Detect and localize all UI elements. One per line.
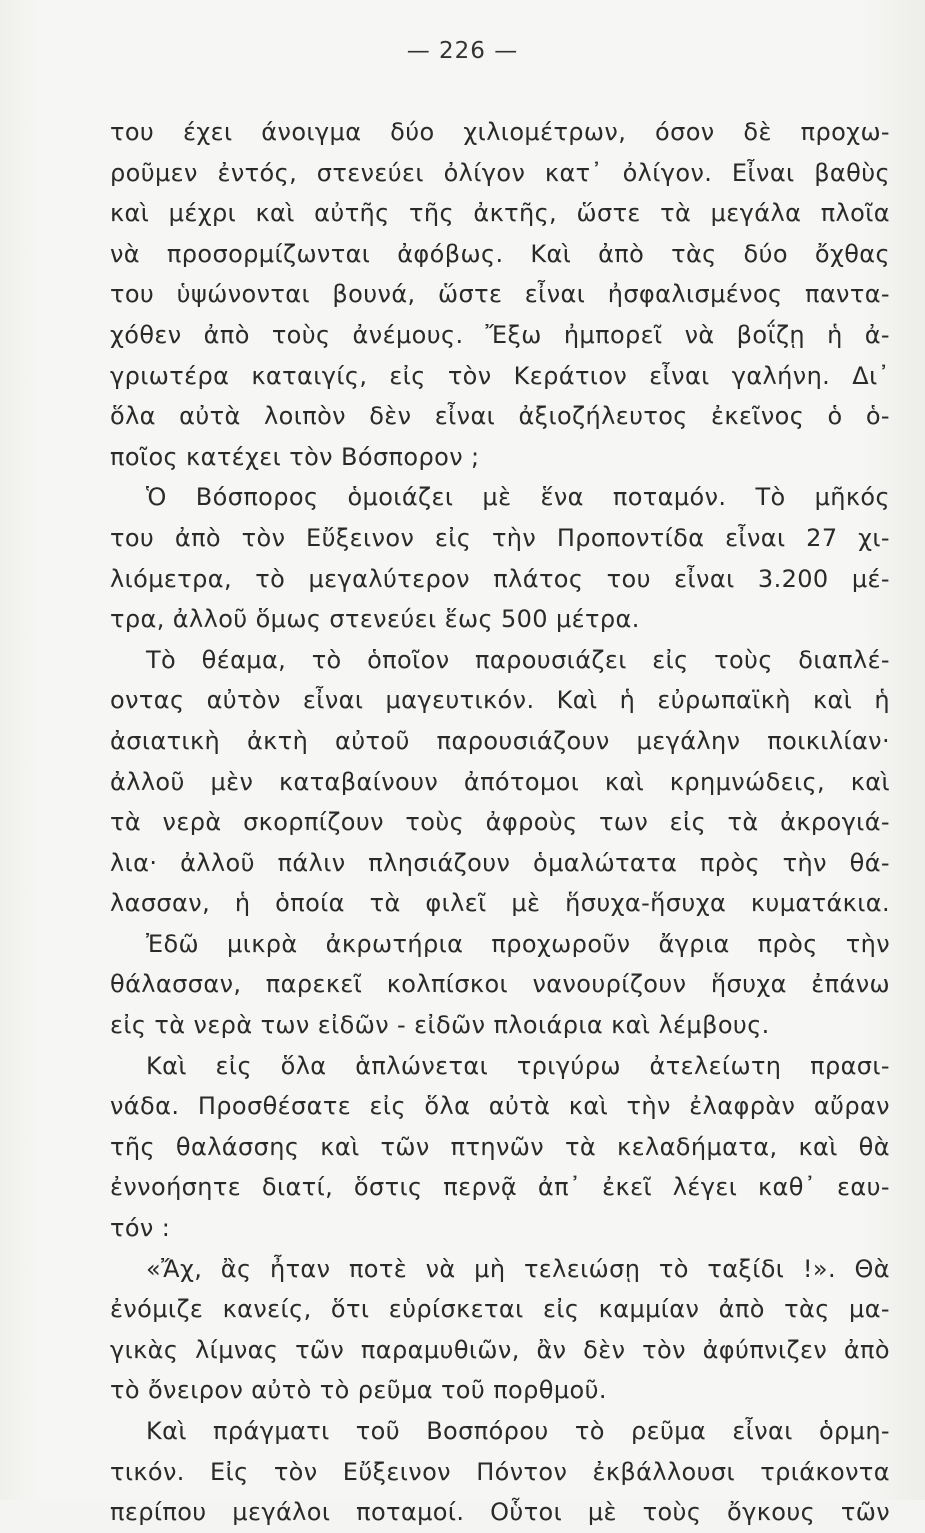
text-line: τὰ νερὰ σκορπίζουν τοὺς ἀφροὺς των εἰς τὰ ἀκρογιά- xyxy=(110,808,890,837)
text-line: θάλασσαν, παρεκεῖ κολπίσκοι νανουρίζουν ἥσυχα ἐπάνω xyxy=(110,970,890,999)
text-line: τρα, ἀλλοῦ ὅμως στενεύει ἕως 500 μέτρα. xyxy=(110,605,640,634)
text-line: νάδα. Προσθέσατε εἰς ὅλα αὐτὰ καὶ τὴν ἐλαφρὰν αὔραν xyxy=(110,1092,890,1121)
text-line: περίπου μεγάλοι ποταμοί. Οὗτοι μὲ τοὺς ὄγκους τῶν xyxy=(110,1498,890,1527)
page-number: — 226 — xyxy=(406,38,519,64)
text-line: τόν : xyxy=(110,1214,171,1243)
text-line: Τὸ θέαμα, τὸ ὁποῖον παρουσιάζει εἰς τοὺς διαπλέ- xyxy=(146,645,890,674)
text-line: ποῖος κατέχει τὸν Βόσπορον ; xyxy=(110,442,480,471)
text-line: του ὑψώνονται βουνά, ὥστε εἶναι ἠσφαλισμένος παντα- xyxy=(110,280,890,309)
text-line: λια· ἀλλοῦ πάλιν πλησιάζουν ὁμαλώτατα πρὸς τὴν θά- xyxy=(110,848,890,877)
text-line: τῆς θαλάσσης καὶ τῶν πτηνῶν τὰ κελαδήματα, καὶ θὰ xyxy=(110,1132,890,1161)
text-line: ἀλλοῦ μὲν καταβαίνουν ἀπότομοι καὶ κρημνώδεις, καὶ xyxy=(110,767,890,796)
text-line: γικὰς λίμνας τῶν παραμυθιῶν, ἂν δὲν τὸν ἀφύπνιζεν ἀπὸ xyxy=(110,1335,890,1364)
text-line: λιόμετρα, τὸ μεγαλύτερον πλάτος του εἶναι 3.200 μέ- xyxy=(110,564,890,593)
text-line: καὶ μέχρι καὶ αὐτῆς τῆς ἀκτῆς, ὥστε τὰ μεγάλα πλοῖα xyxy=(110,199,890,228)
text-line: ἀσιατικὴ ἀκτὴ αὐτοῦ παρουσιάζουν μεγάλην ποικιλίαν· xyxy=(110,726,890,755)
text-line: ὅλα αὐτὰ λοιπὸν δὲν εἶναι ἀξιοζήλευτος ἐκεῖνος ὁ ὁ- xyxy=(110,402,890,431)
text-line: τὸ ὄνειρον αὐτὸ τὸ ρεῦμα τοῦ πορθμοῦ. xyxy=(110,1376,607,1405)
text-line: Ἐδῶ μικρὰ ἀκρωτήρια προχωροῦν ἄγρια πρὸς τὴν xyxy=(146,929,890,958)
text-line: τικόν. Εἰς τὸν Εὔξεινον Πόντον ἐκβάλλουσι τριάκοντα xyxy=(110,1457,890,1486)
text-line: ροῦμεν ἐντός, στενεύει ὀλίγον κατ᾽ ὀλίγον. Εἶναι βαθὺς xyxy=(110,158,890,187)
text-line: λασσαν, ἡ ὁποία τὰ φιλεῖ μὲ ἥσυχα-ἥσυχα κυματάκια. xyxy=(110,889,890,918)
text-line: νὰ προσορμίζωνται ἀφόβως. Καὶ ἀπὸ τὰς δύο ὄχθας xyxy=(110,239,890,268)
body-text xyxy=(110,112,890,1533)
text-line: ἐννοήσητε διατί, ὅστις περνᾷ ἀπ᾽ ἐκεῖ λέγει καθ᾽ εαυ- xyxy=(110,1173,890,1202)
text-line: ἐνόμιζε κανείς, ὅτι εὑρίσκεται εἰς καμμίαν ἀπὸ τὰς μα- xyxy=(110,1295,890,1324)
text-line: οντας αὐτὸν εἶναι μαγευτικόν. Καὶ ἡ εὐρωπαϊκὴ καὶ ἡ xyxy=(110,686,890,715)
text-line: Ὁ Βόσπορος ὁμοιάζει μὲ ἕνα ποταμόν. Τὸ μῆκός xyxy=(146,483,890,512)
text-line: χόθεν ἀπὸ τοὺς ἀνέμους. Ἔξω ἠμπορεῖ νὰ βοΐζῃ ἡ ἀ- xyxy=(110,320,890,349)
text-line: γριωτέρα καταιγίς, εἰς τὸν Κεράτιον εἶναι γαλήνη. Δι᾽ xyxy=(110,361,890,390)
text-line: «Ἄχ, ἂς ἦταν ποτὲ νὰ μὴ τελειώσῃ τὸ ταξίδι !». Θὰ xyxy=(146,1254,890,1283)
text-line: Καὶ πράγματι τοῦ Βοσπόρου τὸ ρεῦμα εἶναι ὁρμη- xyxy=(146,1417,890,1445)
text-line: του έχει άνοιγμα δύο χιλιομέτρων, όσον δὲ προχω- xyxy=(110,118,890,146)
text-line: του ἀπὸ τὸν Εὔξεινον εἰς τὴν Προποντίδα εἶναι 27 χι- xyxy=(110,523,890,552)
text-line: εἰς τὰ νερὰ των εἰδῶν - εἰδῶν πλοιάρια καὶ λέμβους. xyxy=(110,1011,770,1040)
text-line: Καὶ εἰς ὅλα ἁπλώνεται τριγύρω ἀτελείωτη πρασι- xyxy=(146,1051,890,1080)
